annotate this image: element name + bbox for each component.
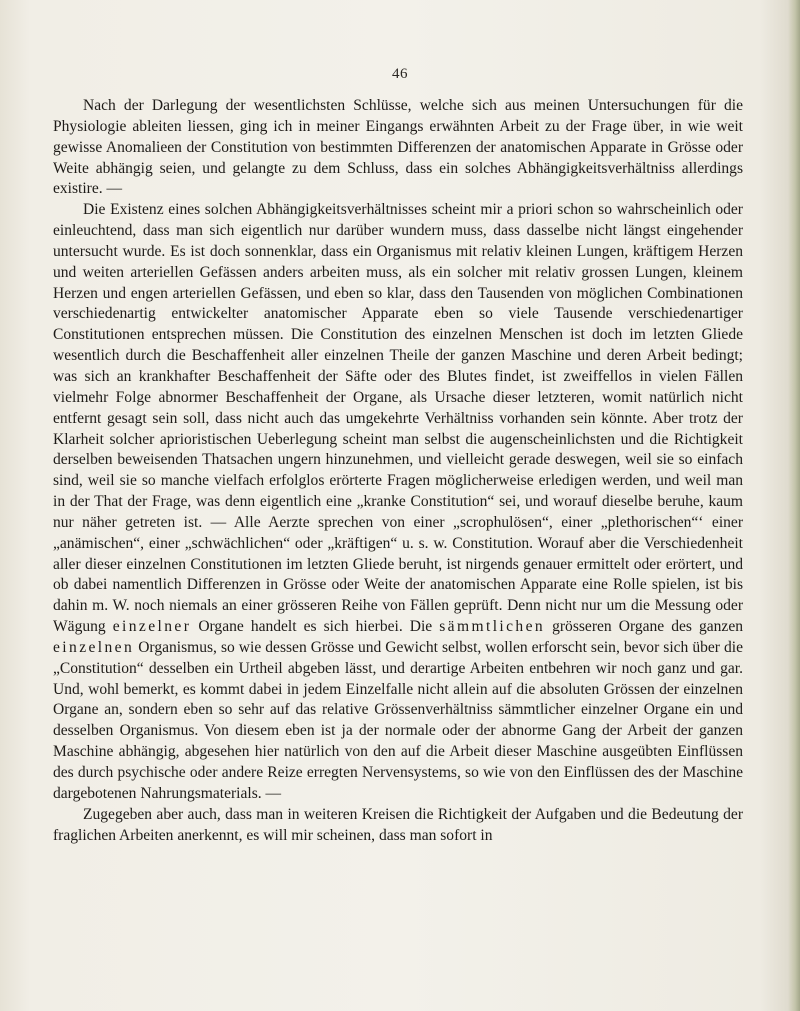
- paragraph-2: [53, 200, 743, 804]
- spaced-word-einzelner: einzelner: [112, 618, 192, 636]
- paragraph-1-text: Nach der Darlegung der wesentlichsten Schlüsse, welche sich aus meinen Untersuchungen für die Physiologie ableiten liessen, ging ich in meiner Eingangs erwähnten Arbeit zu der Frage über, in wie weit gewisse Anomalieen der Constitution von bestimmten Differenzen der anatomischen Apparate in Grösse oder Weite abhängig seien, und gelangte zu dem Schluss, dass ein solches Abhängigkeitsverhältniss allerdings existire. —: [53, 97, 743, 198]
- paragraph-3: [53, 805, 743, 847]
- paragraph-2-text-b: Organe handelt es sich hierbei. Die: [191, 618, 440, 636]
- paragraph-2-text-d: Organismus, so wie dessen Grösse und Gewicht selbst, wollen erforscht sein, bevor sich über die „Constitution“ desselben ein Urtheil abgeben lässt, und derartige Arbeiten entbehren wir noch ganz und gar. Und, wohl bemerkt, es kommt dabei in jedem Einzelfalle nicht allein auf die absoluten Grössen der einzelnen Organe an, sondern eben so sehr auf das relative Grössenverhältniss sämmtlicher einzelner Organe ein und desselben Organismus. Von diesem eben ist ja der normale oder der abnorme Gang der Arbeit der ganzen Maschine abhängig, abgesehen hier natürlich von den auf die Arbeit dieser Maschine ausgeübten Einflüssen des durch psychische oder andere Reize erregten Nervensystems, so wie von den Einflüssen des der Maschine dargebotenen Nahrungsmaterials. —: [53, 638, 743, 802]
- page-number: 46: [392, 66, 408, 82]
- spaced-word-saemmtlichen: sämmtlichen: [439, 618, 546, 636]
- body-text: [53, 96, 743, 846]
- paragraph-3-text: Zugegeben aber auch, dass man in weiteren Kreisen die Richtigkeit der Aufgaben und die Bedeutung der fraglichen Arbeiten anerkennt, es will mir scheinen, dass man sofort in: [53, 805, 743, 844]
- paragraph-1: [53, 96, 743, 200]
- paragraph-2-text-c: grösseren Organe des ganzen: [545, 618, 743, 636]
- page-edge-shadow: [788, 0, 800, 1011]
- paragraph-2-text-a: Die Existenz eines solchen Abhängigkeitsverhältnisses scheint mir a priori schon so wahrscheinlich oder einleuchtend, dass man sich eigentlich nur darüber wundern muss, dass dasselbe nicht längst eingehender untersucht wurde. Es ist doch sonnenklar, dass ein Organismus mit relativ kleinen Lungen, kräftigem Herzen und weiten arteriellen Gefässen anders arbeiten muss, als ein solcher mit relativ grossen Lungen, kleinem Herzen und engen arteriellen Gefässen, und eben so klar, dass den Tausenden von möglichen Combinationen verschiedenartig entwickelter anatomischer Apparate eben so viele Tausende verschiedenartiger Constitutionen entsprechen müssen. Die Constitution des einzelnen Menschen ist doch im letzten Gliede wesentlich durch die Beschaffenheit aller einzelnen Theile der ganzen Maschine und deren Arbeit bedingt; was sich an krankhafter Beschaffenheit der Säfte oder des Blutes findet, ist zweiffellos in vielen Fällen vielmehr Folge abnormer Beschaffenheit der Organe, als Ursache dieser letzteren, womit natürlich nicht entfernt gesagt sein soll, dass nicht auch das umgekehrte Verhältniss vorhanden sein könnte. Aber trotz der Klarheit solcher aprioristischen Ueberlegung scheint man selbst die augenscheinlichsten und die Richtigkeit derselben beweisenden Thatsachen ungern hinzunehmen, und vielleicht gerade deswegen, weil sie so einfach sind, weil sie so manche vielfach erfolglos erörterte Fragen möglicherweise erledigen werden, und weil man in der That der Frage, was denn eigentlich eine „kranke Constitution“ sei, und worauf dieselbe beruhe, kaum nur näher getreten ist. — Alle Aerzte sprechen von einer „scrophulösen“, einer „plethorischen“‘ einer „anämischen“, einer „schwächlichen“ oder „kräftigen“ u. s. w. Constitution. Worauf aber die Verschiedenheit aller dieser einzelnen Constitutionen im letzten Gliede beruht, ist nirgends genauer ermittelt oder erörtert, und ob dabei namentlich Differenzen in Grösse oder Weite der anatomischen Apparate eine Rolle spielen, ist bis dahin m. W. noch niemals an einer grösseren Reihe von Fällen geprüft. Denn nicht nur um die Messung oder Wägung: [53, 201, 743, 636]
- spaced-word-einzelnen: einzelnen: [53, 638, 135, 656]
